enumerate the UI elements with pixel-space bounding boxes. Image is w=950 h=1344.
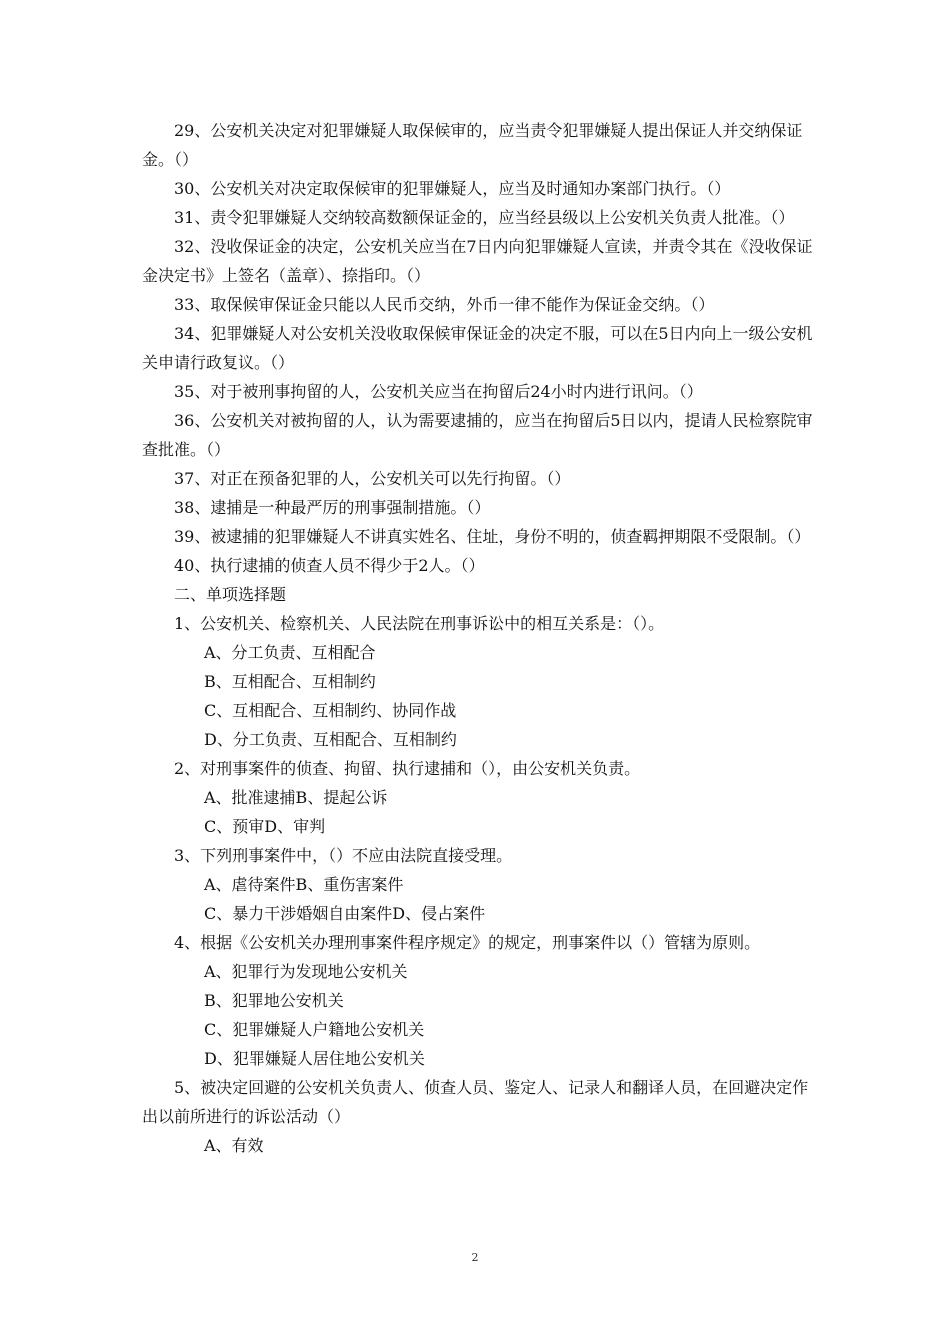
mc-question-4: 4、根据《公安机关办理刑事案件程序规定》的规定，刑事案件以（）管辖为原则。 [174, 933, 761, 952]
mc-question-5: 5、被决定回避的公安机关负责人、侦查人员、鉴定人、记录人和翻译人员，在回避决定作出以前所进行的诉讼活动（） [142, 1078, 809, 1126]
question-39: 39、被逮捕的犯罪嫌疑人不讲真实姓名、住址，身份不明的，侦查羁押期限不受限制。（） [174, 527, 811, 546]
page-content [142, 116, 818, 1160]
mc-4-option-d: D、犯罪嫌疑人居住地公安机关 [204, 1049, 425, 1068]
mc-2-options-ab: A、批准逮捕B、提起公诉 [204, 788, 388, 807]
question-36: 36、公安机关对被拘留的人，认为需要逮捕的，应当在拘留后5日以内，提请人民检察院审查批准。（） [142, 411, 813, 459]
question-30: 30、公安机关对决定取保候审的犯罪嫌疑人，应当及时通知办案部门执行。（） [174, 179, 731, 198]
question-32: 32、没收保证金的决定，公安机关应当在7日内向犯罪嫌疑人宣读，并责令其在《没收保证金决定书》上签名（盖章）、捺指印。（） [142, 237, 813, 285]
mc-1-option-d: D、分工负责、互相配合、互相制约 [204, 730, 457, 749]
question-35: 35、对于被刑事拘留的人，公安机关应当在拘留后24小时内进行讯问。（） [174, 382, 703, 401]
question-34: 34、犯罪嫌疑人对公安机关没收取保候审保证金的决定不服，可以在5日内向上一级公安机关申请行政复议。（） [142, 324, 813, 372]
mc-4-option-a: A、犯罪行为发现地公安机关 [204, 962, 408, 981]
question-40: 40、执行逮捕的侦查人员不得少于2人。（） [174, 556, 485, 575]
question-31: 31、责令犯罪嫌疑人交纳较高数额保证金的，应当经县级以上公安机关负责人批准。（） [174, 208, 795, 227]
question-37: 37、对正在预备犯罪的人，公安机关可以先行拘留。（） [174, 469, 571, 488]
page-number: 2 [471, 1251, 479, 1264]
mc-4-option-b: B、犯罪地公安机关 [204, 991, 344, 1010]
mc-2-options-cd: C、预审D、审判 [204, 817, 326, 836]
mc-5-option-a: A、有效 [204, 1136, 264, 1155]
question-33: 33、取保候审保证金只能以人民币交纳，外币一律不能作为保证金交纳。（） [174, 295, 715, 314]
question-29: 29、公安机关决定对犯罪嫌疑人取保候审的，应当责令犯罪嫌疑人提出保证人并交纳保证金。（） [142, 121, 803, 169]
mc-3-options-cd: C、暴力干涉婚姻自由案件D、侵占案件 [204, 904, 486, 923]
section-heading: 二、单项选择题 [174, 585, 287, 604]
question-38: 38、逮捕是一种最严厉的刑事强制措施。（） [174, 498, 491, 517]
mc-1-option-a: A、分工负责、互相配合 [204, 643, 376, 662]
mc-3-options-ab: A、虐待案件B、重伤害案件 [204, 875, 404, 894]
mc-question-3: 3、下列刑事案件中，（）不应由法院直接受理。 [174, 846, 513, 865]
mc-question-2: 2、对刑事案件的侦查、拘留、执行逮捕和（），由公安机关负责。 [174, 759, 641, 778]
mc-1-option-b: B、互相配合、互相制约 [204, 672, 376, 691]
mc-1-option-c: C、互相配合、互相制约、协同作战 [204, 701, 457, 720]
mc-4-option-c: C、犯罪嫌疑人户籍地公安机关 [204, 1020, 425, 1039]
mc-question-1: 1、公安机关、检察机关、人民法院在刑事诉讼中的相互关系是：（）。 [174, 614, 665, 633]
